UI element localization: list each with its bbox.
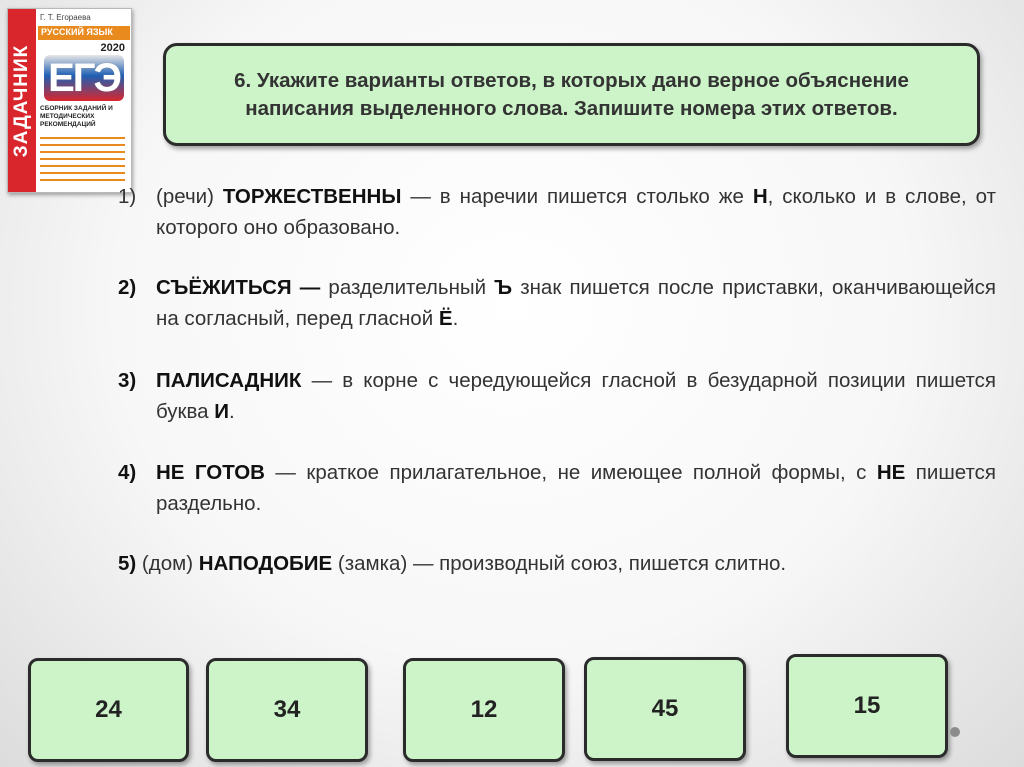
- answer-item-1: [118, 181, 996, 243]
- option-label: 45: [651, 695, 679, 722]
- book-cover: [7, 8, 132, 193]
- highlighted-word: НАПОДОБИЕ: [198, 552, 333, 575]
- answer-text: пишется раздельно.: [156, 461, 997, 515]
- ege-logo: ЕГЭ: [44, 55, 124, 101]
- answer-item-2: [118, 272, 996, 334]
- answer-item-4: [118, 457, 996, 519]
- highlighted-word: ПАЛИСАДНИК: [156, 369, 302, 392]
- answer-text: — в корне с чередующейся гласной в безударной позиции пишется буква: [156, 369, 996, 423]
- option-button-45[interactable]: [584, 657, 746, 761]
- highlighted-word: СЪЁЖИТЬСЯ —: [156, 276, 321, 299]
- answer-item-5: [118, 548, 996, 579]
- answer-number: 2): [118, 276, 137, 299]
- answer-number: 1): [118, 185, 137, 208]
- answer-text: — краткое прилагательное, не имеющее полной формы, с: [264, 461, 877, 484]
- answer-number: 3): [118, 369, 137, 392]
- option-button-24[interactable]: [28, 658, 189, 762]
- answer-text: , сколько и в слове, от которого оно образовано.: [156, 185, 996, 239]
- answer-text: .: [452, 307, 459, 330]
- answer-prefix: (речи): [156, 185, 223, 208]
- answer-body: [156, 181, 996, 243]
- answer-item-3: [118, 365, 996, 427]
- answer-number: 5): [118, 552, 137, 575]
- book-subject: РУССКИЙ ЯЗЫК: [38, 26, 130, 40]
- bold-letter: Ъ: [494, 276, 513, 299]
- answer-text: (замка) — производный союз, пишется слитно.: [332, 552, 787, 575]
- book-description: СБОРНИК ЗАДАНИЙ И МЕТОДИЧЕСКИХ РЕКОМЕНДАЦИЙ: [40, 105, 113, 128]
- answer-number: 4): [118, 461, 137, 484]
- question-box: [163, 43, 980, 146]
- book-spine: [8, 9, 36, 192]
- option-label: 34: [273, 696, 301, 723]
- option-label: 12: [470, 696, 498, 723]
- option-button-15[interactable]: [786, 654, 948, 758]
- answer-text: — в наречии пишется столько же: [401, 185, 753, 208]
- answer-body: [156, 365, 996, 427]
- answer-text: .: [229, 400, 235, 423]
- highlighted-word: НЕ ГОТОВ: [156, 461, 265, 484]
- question-text: 6. Укажите варианты ответов, в которых дано верное объяснение написания выделенного слова. Запишите номера этих ответов.: [234, 68, 909, 120]
- book-year: 2020: [100, 42, 125, 54]
- option-button-12[interactable]: [403, 658, 565, 762]
- answer-body: [156, 272, 996, 334]
- highlighted-word: ТОРЖЕСТВЕННЫ: [222, 185, 402, 208]
- slide-nav-dot[interactable]: [950, 727, 960, 737]
- bold-letter: Ё: [438, 307, 453, 330]
- answer-prefix: (дом): [136, 552, 199, 575]
- bold-letter: Н: [752, 185, 768, 208]
- bold-letter: НЕ: [876, 461, 906, 484]
- answer-text: разделительный: [320, 276, 495, 299]
- bold-letter: И: [214, 400, 230, 423]
- book-spine-title: ЗАДАЧНИК: [11, 44, 32, 157]
- answer-text: знак пишется после приставки, оканчивающейся на согласный, перед гласной: [156, 276, 996, 330]
- book-author: Г. Т. Егораева: [40, 13, 91, 22]
- book-decoration: [40, 137, 125, 182]
- answer-body: [156, 457, 996, 519]
- option-label: 24: [95, 696, 122, 723]
- option-button-34[interactable]: [206, 658, 368, 762]
- option-label: 15: [853, 692, 881, 719]
